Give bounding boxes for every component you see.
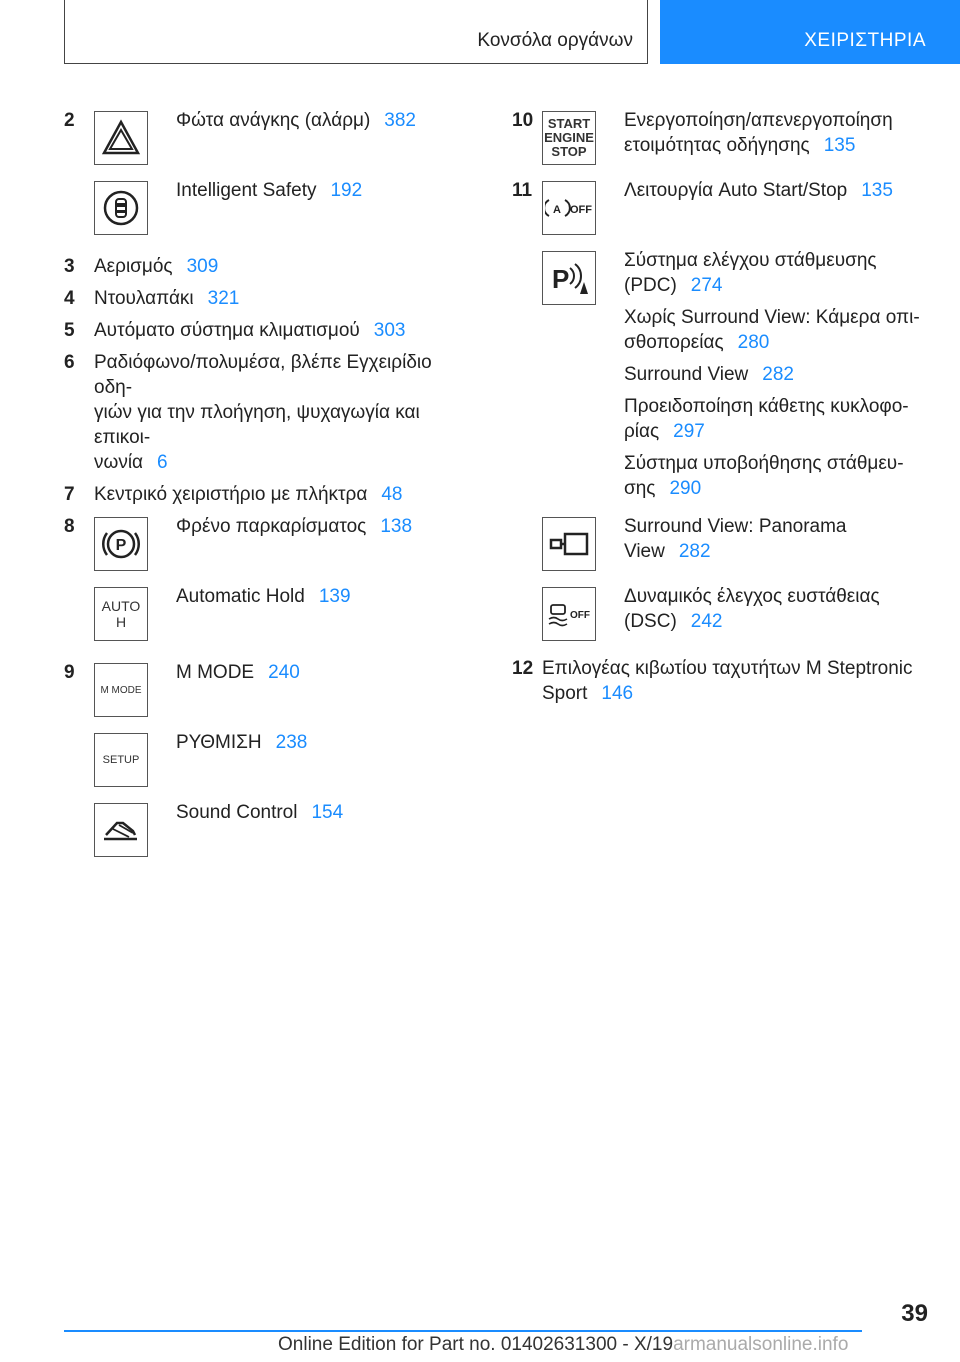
entry-2 bbox=[64, 108, 464, 248]
page-link[interactable]: 135 bbox=[861, 180, 893, 201]
page-link[interactable]: 274 bbox=[690, 275, 723, 296]
entry-number: 10 bbox=[512, 110, 534, 131]
panorama-view-line2: View bbox=[624, 541, 665, 562]
radio-label-line3: νωνία bbox=[94, 452, 144, 473]
start-stop-label-1: START bbox=[547, 116, 591, 131]
auto-start-stop-label: Λειτουργία Auto Start/Stop bbox=[624, 180, 848, 201]
intelligent-safety-row bbox=[94, 178, 464, 235]
entry-number: 7 bbox=[64, 484, 75, 505]
page-link[interactable]: 282 bbox=[678, 541, 711, 562]
entry-6 bbox=[64, 350, 464, 475]
start-stop-text-line2: ετοιμότητας οδήγησης bbox=[624, 135, 810, 156]
svg-text:A: A bbox=[553, 204, 561, 216]
surround-view-label: Surround View bbox=[624, 364, 749, 385]
entry-number: 8 bbox=[64, 516, 75, 537]
sound-control-label: Sound Control bbox=[176, 802, 298, 823]
page-link[interactable]: 6 bbox=[157, 452, 168, 473]
dsc-row bbox=[542, 584, 932, 641]
page-link[interactable]: 280 bbox=[737, 332, 770, 353]
entry-11 bbox=[512, 178, 932, 654]
start-stop-label-3: STOP bbox=[551, 144, 587, 159]
header-chapter-title: ΧΕΙΡΙΣΤΗΡΙΑ bbox=[804, 30, 926, 51]
hazard-lights-label: Φώτα ανάγκης (αλάρμ) bbox=[176, 110, 371, 131]
entry-5 bbox=[64, 318, 464, 343]
dsc-off-label: OFF bbox=[570, 610, 590, 621]
radio-label-line2: γιών για την πλοήγηση, ψυχαγωγία και επικοι- bbox=[94, 402, 420, 448]
page-link[interactable]: 309 bbox=[186, 256, 219, 277]
right-column bbox=[512, 108, 932, 706]
auto-hold-icon bbox=[94, 587, 148, 641]
dsc-text-line2: (DSC) bbox=[624, 611, 677, 632]
parking-assistant-line2: σης bbox=[624, 478, 656, 499]
header-section-box bbox=[64, 0, 648, 64]
entry-number: 5 bbox=[64, 320, 75, 341]
pdc-text-line2: (PDC) bbox=[624, 275, 677, 296]
entry-number: 2 bbox=[64, 110, 75, 131]
entry-number: 12 bbox=[512, 658, 534, 679]
page-link[interactable]: 139 bbox=[318, 586, 351, 607]
svg-text:P: P bbox=[552, 264, 570, 294]
cross-traffic-line1: Προειδοποίηση κάθετης κυκλοφο- bbox=[624, 396, 909, 417]
entry-4 bbox=[64, 286, 464, 311]
pdc-row bbox=[542, 248, 932, 501]
auto-start-stop-off-label: OFF bbox=[570, 204, 592, 216]
page-link[interactable]: 297 bbox=[673, 421, 705, 442]
m-mode-row bbox=[94, 660, 464, 717]
entry-10 bbox=[512, 108, 932, 178]
auto-start-stop-off-icon bbox=[542, 181, 596, 235]
start-stop-row bbox=[542, 108, 932, 165]
page-link[interactable]: 138 bbox=[380, 516, 413, 537]
parking-brake-row bbox=[94, 514, 464, 571]
radio-label-line1: Ραδιόφωνο/πολυμέσα, βλέπε Εγχειρίδιο οδη- bbox=[94, 352, 432, 398]
entry-7 bbox=[64, 482, 464, 507]
footer-edition-label: Online Edition for Part no. 01402631300 - X/19 bbox=[278, 1334, 674, 1355]
page-link[interactable]: 154 bbox=[311, 802, 344, 823]
entry-9 bbox=[64, 660, 464, 870]
auto-hold-label: Automatic Hold bbox=[176, 586, 305, 607]
rear-camera-line2: σθοπορείας bbox=[624, 332, 724, 353]
parking-brake-icon bbox=[94, 517, 148, 571]
page-link[interactable]: 282 bbox=[762, 364, 794, 385]
footer-watermark: armanualsonline.info bbox=[673, 1334, 849, 1355]
intelligent-safety-label: Intelligent Safety bbox=[176, 180, 317, 201]
panorama-view-line1: Surround View: Panorama bbox=[624, 516, 847, 537]
cross-traffic-line2: ρίας bbox=[624, 421, 660, 442]
page-number: 39 bbox=[901, 1300, 928, 1327]
rear-camera-line1: Χωρίς Surround View: Κάμερα οπι- bbox=[624, 307, 920, 328]
header-chapter-box bbox=[660, 0, 960, 64]
page-link[interactable]: 290 bbox=[669, 478, 702, 499]
glovebox-label: Ντουλαπάκι bbox=[94, 288, 194, 309]
page-link[interactable]: 238 bbox=[275, 732, 308, 753]
sound-control-row bbox=[94, 800, 464, 857]
page-link[interactable]: 146 bbox=[601, 683, 634, 704]
intelligent-safety-icon bbox=[94, 181, 148, 235]
climate-control-label: Αυτόματο σύστημα κλιματισμού bbox=[94, 320, 360, 341]
page-link[interactable]: 240 bbox=[268, 662, 300, 683]
page-link[interactable]: 303 bbox=[373, 320, 406, 341]
entry-number: 4 bbox=[64, 288, 75, 309]
m-mode-label: M MODE bbox=[176, 662, 255, 683]
hazard-warning-icon bbox=[94, 111, 148, 165]
entry-12 bbox=[512, 656, 932, 706]
page-link[interactable]: 382 bbox=[384, 110, 416, 131]
entry-number: 9 bbox=[64, 662, 75, 683]
auto-hold-row bbox=[94, 584, 464, 641]
entry-number: 11 bbox=[512, 180, 533, 201]
header-section-title: Κονσόλα οργάνων bbox=[477, 30, 633, 51]
dsc-off-icon bbox=[542, 587, 596, 641]
start-stop-text-line1: Ενεργοποίηση/απενεργοποίηση bbox=[624, 110, 893, 131]
page-link[interactable]: 192 bbox=[330, 180, 363, 201]
setup-label: ΡΥΘΜΙΣΗ bbox=[176, 732, 262, 753]
sound-control-icon bbox=[94, 803, 148, 857]
start-stop-label-2: ENGINE bbox=[544, 130, 594, 145]
m-mode-icon bbox=[94, 663, 148, 717]
ventilation-label: Αερισμός bbox=[94, 256, 173, 277]
auto-start-stop-row bbox=[542, 178, 932, 235]
pdc-text-line1: Σύστημα ελέγχου στάθμευσης bbox=[624, 250, 877, 271]
auto-hold-icon-label: AUTO H bbox=[101, 598, 141, 630]
entry-3 bbox=[64, 254, 464, 279]
entry-number: 6 bbox=[64, 352, 75, 373]
left-column bbox=[64, 108, 464, 870]
controller-label: Κεντρικό χειριστήριο με πλήκτρα bbox=[94, 484, 368, 505]
hazard-lights-row bbox=[94, 108, 464, 165]
page-link[interactable]: 135 bbox=[823, 135, 856, 156]
footer-edition-text bbox=[278, 1334, 848, 1356]
entry-8 bbox=[64, 514, 464, 654]
entry-number: 3 bbox=[64, 256, 75, 277]
m-mode-icon-label: M MODE bbox=[100, 684, 142, 696]
setup-icon-label: SETUP bbox=[102, 754, 140, 766]
start-stop-icon bbox=[542, 111, 596, 165]
gear-selector-line1: Επιλογέας κιβωτίου ταχυτήτων M Steptronic bbox=[542, 658, 913, 679]
parking-brake-label: Φρένο παρκαρίσματος bbox=[176, 516, 367, 537]
parking-assistant-line1: Σύστημα υποβοήθησης στάθμευ- bbox=[624, 453, 904, 474]
pdc-icon bbox=[542, 251, 596, 305]
footer-divider bbox=[64, 1330, 862, 1332]
page-link[interactable]: 321 bbox=[207, 288, 240, 309]
setup-row bbox=[94, 730, 464, 787]
gear-selector-line2: Sport bbox=[542, 683, 588, 704]
page-link[interactable]: 242 bbox=[690, 611, 723, 632]
panorama-view-row bbox=[542, 514, 932, 571]
page-link[interactable]: 48 bbox=[381, 484, 403, 505]
svg-text:P: P bbox=[115, 537, 127, 554]
setup-icon bbox=[94, 733, 148, 787]
panorama-view-icon bbox=[542, 517, 596, 571]
dsc-text-line1: Δυναμικός έλεγχος ευστάθειας bbox=[624, 586, 880, 607]
